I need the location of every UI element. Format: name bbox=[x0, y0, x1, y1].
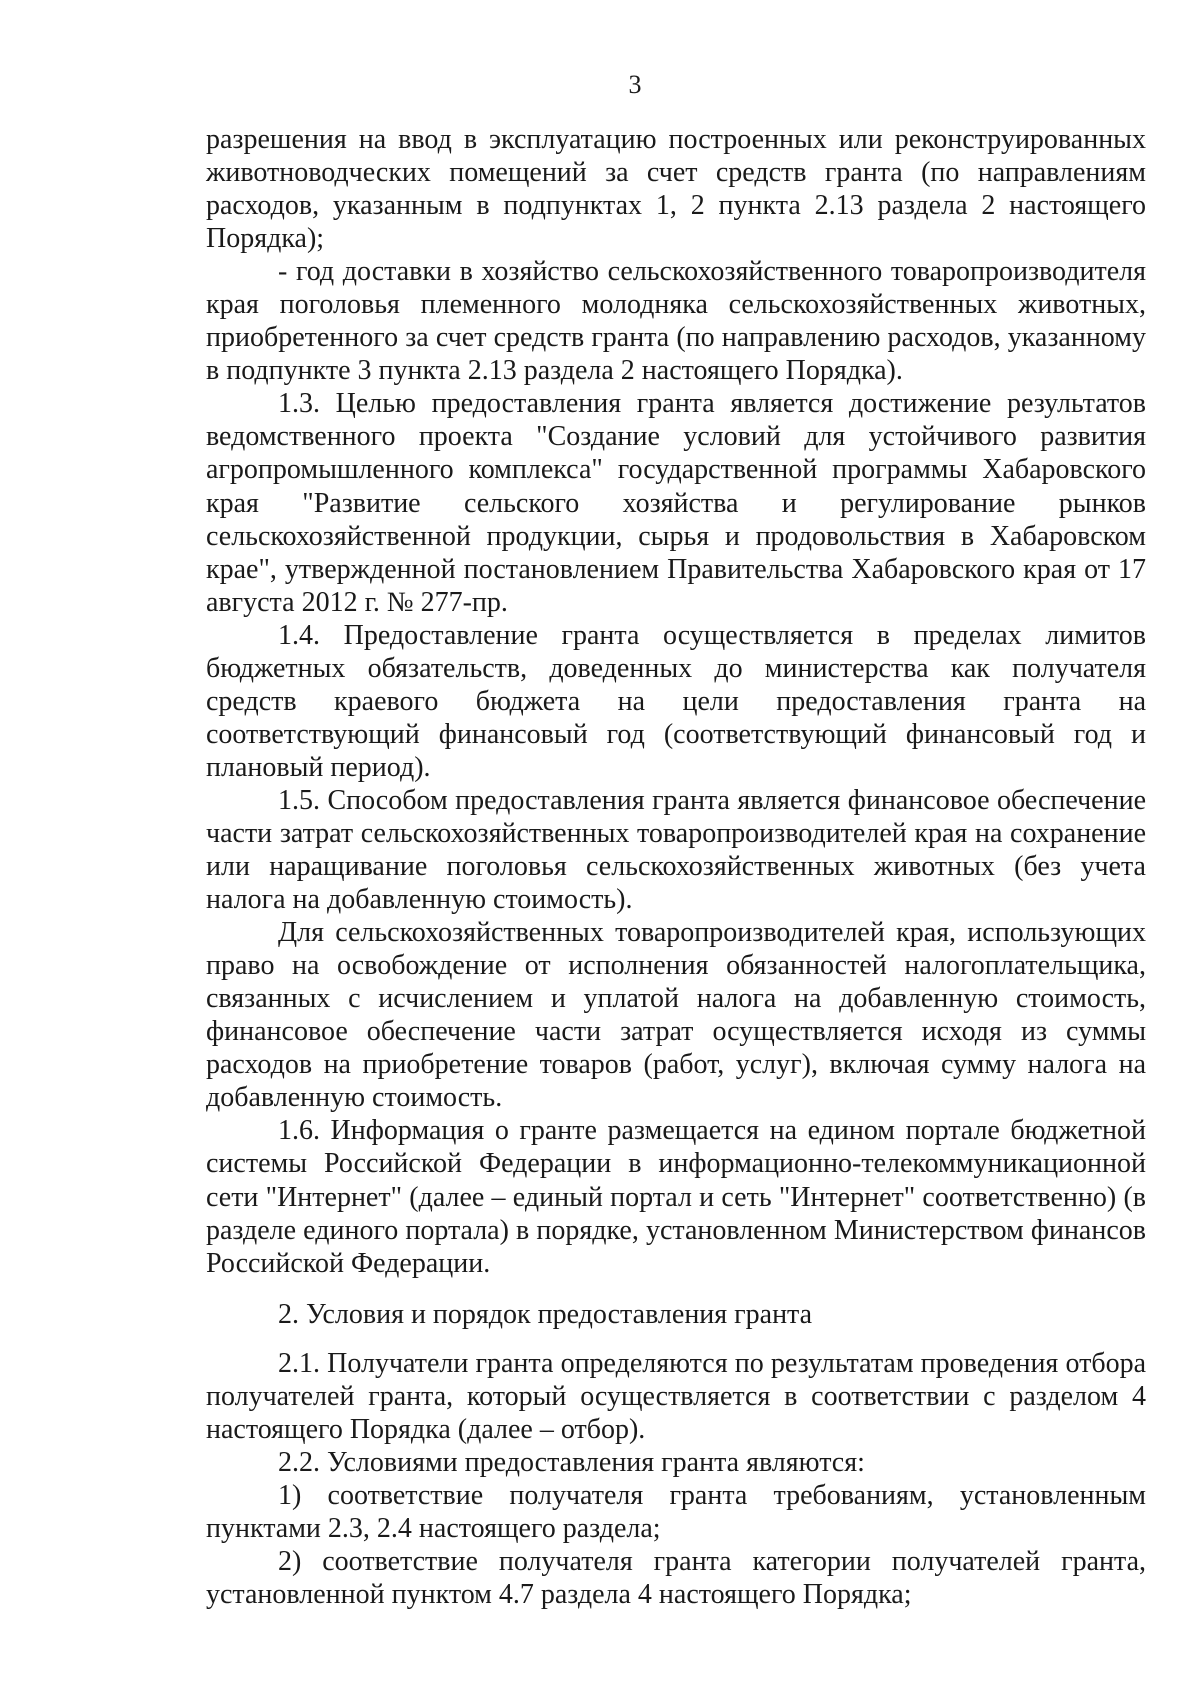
paragraph-2-1: 2.1. Получатели гранта определяются по результатам проведения отбора получателей гранта, который осуществляется в соответствии с разделом 4 настоящего Порядка (далее – отбор). bbox=[206, 1347, 1146, 1445]
paragraph-2-2-item-2: 2) соответствие получателя гранта категории получателей гранта, установленной пунктом 4.7 раздела 4 настоящего Порядка; bbox=[206, 1545, 1146, 1611]
document-body bbox=[206, 123, 1146, 1611]
paragraph-1-6: 1.6. Информация о гранте размещается на едином портале бюджетной системы Российской Федерации в информационно-телекоммуникационной сети "Интернет" (далее – единый портал и сеть "Интернет" соответственно) (в разделе единого портала) в порядке, установленном Министерством финансов Российской Федерации. bbox=[206, 1115, 1146, 1279]
paragraph-2-2-item-1: 1) соответствие получателя гранта требованиям, установленным пунктами 2.3, 2.4 настоящего раздела; bbox=[206, 1479, 1146, 1544]
paragraph-2-2: 2.2. Условиями предоставления гранта являются: bbox=[278, 1446, 865, 1478]
section-2-heading: 2. Условия и порядок предоставления гранта bbox=[278, 1298, 813, 1330]
paragraph-vat-exempt: Для сельскохозяйственных товаропроизводителей края, использующих право на освобождение от исполнения обязанностей налогоплательщика, связанных с исчислением и уплатой налога на добавленную стоимость, финансовое обеспечение части затрат осуществляется исходя из суммы расходов на приобретение товаров (работ, услуг), включая сумму налога на добавленную стоимость. bbox=[206, 917, 1146, 1114]
page-number: 3 bbox=[628, 70, 642, 99]
paragraph-1-5: 1.5. Способом предоставления гранта является финансовое обеспечение части затрат сельскохозяйственных товаропроизводителей края на сохранение или наращивание поголовья сельскохозяйственных животных (без учета налога на добавленную стоимость). bbox=[206, 784, 1146, 916]
paragraph-delivery-year: - год доставки в хозяйство сельскохозяйственного товаропроизводителя края поголовья племенного молодняка сельскохозяйственных животных, приобретенного за счет средств гранта (по направлению расходов, указанному в подпункте 3 пункта 2.13 раздела 2 настоящего Порядка). bbox=[206, 256, 1146, 387]
paragraph-1-3: 1.3. Целью предоставления гранта является достижение результатов ведомственного проекта "Создание условий для устойчивого развития агропромышленного комплекса" государственной программы Хабаровского края "Развитие сельского хозяйства и регулирование рынков сельскохозяйственной продукции, сырья и продовольствия в Хабаровском крае", утвержденной постановлением Правительства Хабаровского края от 17 августа 2012 г. № 277-пр. bbox=[206, 388, 1146, 618]
paragraph-continuation: разрешения на ввод в эксплуатацию построенных или реконструированных животноводческих помещений за счет средств гранта (по направлениям расходов, указанным в подпунктах 1, 2 пункта 2.13 раздела 2 настоящего Порядка); bbox=[206, 124, 1146, 255]
paragraph-1-4: 1.4. Предоставление гранта осуществляется в пределах лимитов бюджетных обязательств, доведенных до министерства как получателя средств краевого бюджета на цели предоставления гранта на соответствующий финансовый год (соответствующий финансовый год и плановый период). bbox=[206, 619, 1146, 783]
